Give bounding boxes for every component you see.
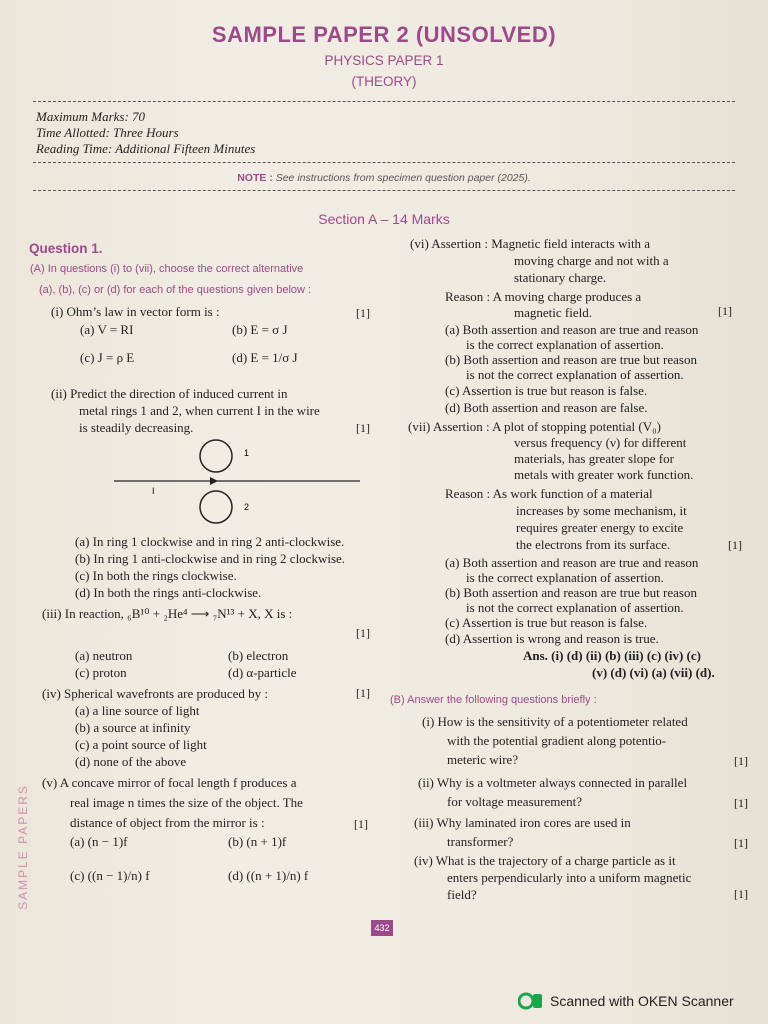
option: (c) proton [75, 665, 127, 680]
option: (a) Both assertion and reason are true and reason [445, 322, 699, 337]
option: is the correct explanation of assertion. [466, 570, 664, 585]
scanner-logo-icon [518, 991, 544, 1011]
marks-label: [1] [718, 304, 732, 318]
max-marks: Maximum Marks: 70 [36, 109, 146, 124]
question-text: for voltage measurement? [447, 794, 582, 809]
ring1-label: 1 [244, 448, 250, 458]
marks-label: [1] [356, 626, 370, 640]
time-allotted: Time Allotted: Three Hours [36, 125, 179, 140]
question-text: field? [447, 887, 477, 902]
option: is not the correct explanation of assertion. [466, 367, 684, 382]
option: (b) E = σ J [232, 322, 288, 337]
reason-text: increases by some mechanism, it [516, 503, 687, 518]
marks-label: [1] [354, 817, 368, 831]
answer-key: (v) (d) (vi) (a) (vii) (d). [592, 665, 715, 680]
paper-subtitle: PHYSICS PAPER 1 [324, 53, 444, 68]
option: (c) In both the rings clockwise. [75, 568, 237, 583]
option: (a) In ring 1 clockwise and in ring 2 anti-clockwise. [75, 534, 345, 549]
marks-label: [1] [734, 754, 748, 768]
option: (d) α-particle [228, 665, 297, 680]
option: (d) none of the above [75, 754, 187, 769]
page-number: 432 [371, 920, 393, 936]
option: (b) a source at infinity [75, 720, 191, 735]
option: is not the correct explanation of assertion. [466, 600, 684, 615]
ring-diagram [110, 436, 370, 532]
question-text: (iii) In reaction, ₆B¹⁰ + ₂He⁴ ⟶ ₇N¹³ + X, X is : [42, 606, 293, 621]
option: (b) Both assertion and reason are true but reason [445, 352, 697, 367]
question-text: metal rings 1 and 2, when current I in the wire [79, 403, 320, 418]
question-text: with the potential gradient along potentio- [447, 733, 667, 748]
option: (d) E = 1/σ J [232, 350, 298, 365]
question-text: materials, has greater slope for [514, 451, 674, 466]
question-text: transformer? [447, 834, 514, 849]
side-label: SAMPLE PAPERS [15, 784, 30, 910]
paper-title: SAMPLE PAPER 2 (UNSOLVED) [211, 22, 557, 47]
option: (b) electron [228, 648, 289, 663]
option: (d) Assertion is wrong and reason is true. [445, 631, 659, 646]
marks-label: [1] [734, 796, 748, 810]
question-text: (ii) Predict the direction of induced current in [51, 386, 288, 401]
marks-label: [1] [734, 887, 748, 901]
option: (c) Assertion is true but reason is false. [445, 383, 648, 398]
marks-label: [1] [356, 421, 370, 435]
question-text: enters perpendicularly into a uniform magnetic [447, 870, 692, 885]
marks-label: [1] [356, 306, 370, 320]
marks-label: [1] [728, 538, 742, 552]
reading-time: Reading Time: Additional Fifteen Minutes [36, 141, 256, 156]
question-text: (i) How is the sensitivity of a potentiometer related [422, 714, 688, 729]
reason-text: magnetic field. [514, 305, 592, 320]
option: (c) J = ρ E [80, 350, 135, 365]
question-text: (vii) Assertion : A plot of stopping potential (V₀) [408, 419, 661, 434]
reason-text: Reason : As work function of a material [445, 486, 653, 501]
divider [33, 101, 735, 102]
question-text: meteric wire? [447, 752, 519, 767]
option: (a) Both assertion and reason are true and reason [445, 555, 699, 570]
instruction-line: (a), (b), (c) or (d) for each of the questions given below : [39, 284, 312, 296]
option: (c) a point source of light [75, 737, 207, 752]
ring2-label: 2 [244, 502, 250, 512]
scanner-watermark [518, 991, 734, 1011]
question-text: (v) A concave mirror of focal length f produces a [42, 775, 297, 790]
scanner-text: Scanned with OKEN Scanner [550, 993, 734, 1009]
note: NOTE : See instructions from specimen question paper (2025). [237, 172, 531, 184]
option: (d) In both the rings anti-clockwise. [75, 585, 262, 600]
marks-label: [1] [734, 836, 748, 850]
reason-text: the electrons from its surface. [516, 537, 671, 552]
option: (c) Assertion is true but reason is false. [445, 615, 648, 630]
divider [33, 162, 735, 163]
option: (a) a line source of light [75, 703, 200, 718]
question-text: (iv) Spherical wavefronts are produced by : [42, 686, 268, 701]
paper-theory-label: (THEORY) [351, 74, 417, 89]
option: (b) Both assertion and reason are true but reason [445, 585, 697, 600]
answer-key: Ans. (i) (d) (ii) (b) (iii) (c) (iv) (c) [523, 648, 701, 663]
section-heading: Section A – 14 Marks [318, 211, 450, 227]
reason-text: Reason : A moving charge produces a [445, 289, 642, 304]
question-text: stationary charge. [514, 270, 607, 285]
question-text: is steadily decreasing. [79, 420, 194, 435]
option: (a) (n − 1)f [70, 834, 128, 849]
question-text: metals with greater work function. [514, 467, 694, 482]
question-text: (iii) Why laminated iron cores are used in [414, 815, 631, 830]
option: (b) In ring 1 anti-clockwise and in ring 2 clockwise. [75, 551, 346, 566]
question-text: (i) Ohm’s law in vector form is : [51, 304, 220, 319]
current-label: I [152, 486, 155, 496]
option: (b) (n + 1)f [228, 834, 287, 849]
question-heading: Question 1. [29, 241, 103, 256]
question-text: distance of object from the mirror is : [70, 815, 265, 830]
option: (a) V = RI [80, 322, 134, 337]
question-text: versus frequency (ν) for different [514, 435, 687, 450]
option: (a) neutron [75, 648, 133, 663]
option: is the correct explanation of assertion. [466, 337, 664, 352]
reason-text: requires greater energy to excite [516, 520, 684, 535]
part-b-heading: (B) Answer the following questions briefly : [390, 694, 597, 706]
question-text: moving charge and not with a [514, 253, 669, 268]
question-text: real image n times the size of the object. The [70, 795, 303, 810]
marks-label: [1] [356, 686, 370, 700]
question-text: (iv) What is the trajectory of a charge particle as it [414, 853, 676, 868]
option: (d) Both assertion and reason are false. [445, 400, 648, 415]
divider [33, 190, 735, 191]
question-text: (vi) Assertion : Magnetic field interacts with a [410, 236, 651, 251]
question-text: (ii) Why is a voltmeter always connected in parallel [418, 775, 688, 790]
option: (d) ((n + 1)/n) f [228, 868, 309, 883]
option: (c) ((n − 1)/n) f [70, 868, 150, 883]
instruction-line: (A) In questions (i) to (vii), choose the correct alternative [30, 263, 304, 275]
